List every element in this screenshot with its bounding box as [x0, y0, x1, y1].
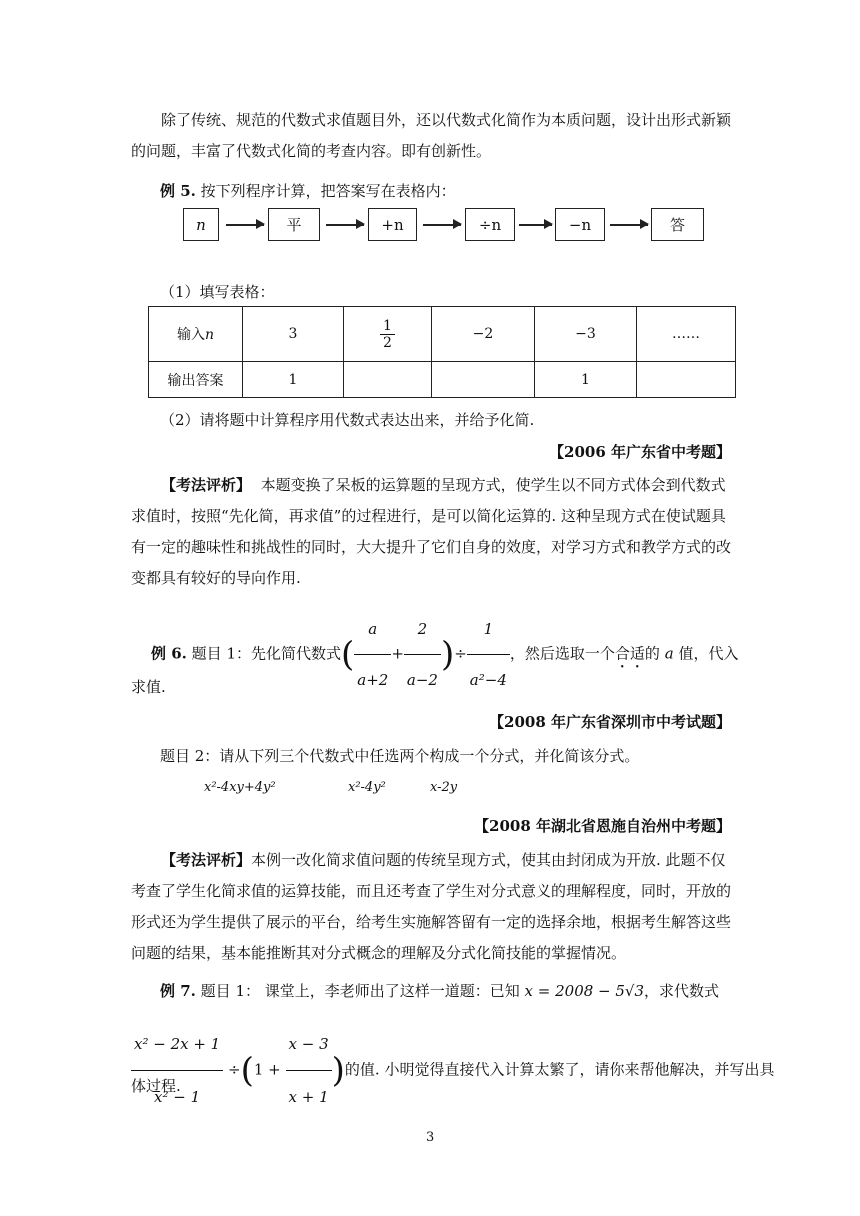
table-cell: −3 — [535, 307, 637, 362]
analysis-2-tag: 【考法评析】 — [161, 851, 252, 869]
table-cell — [344, 362, 432, 398]
right-paren: ) — [331, 1050, 345, 1091]
example-7-condition: x = 2008 − 5√3 — [524, 982, 645, 1000]
intro-paragraph: 除了传统、规范的代数式求值题目外，还以代数式化简作为本质问题，设计出形式新颖的问题，丰富了代数式化简的考查内容。即有创新性。 — [131, 111, 732, 160]
flow-arrow — [326, 224, 364, 226]
fraction-half — [380, 318, 395, 351]
right-paren: ) — [440, 634, 455, 675]
example-6-source-2: 【2008 年湖北省恩施自治州中考题】 — [474, 817, 731, 835]
example-7-text-3: 的值. 小明觉得直接代入计算太繁了，请你来帮他解决，并写出具 — [344, 1060, 775, 1079]
example-6-line — [151, 604, 739, 689]
flow-box-answer: 答 — [651, 208, 704, 241]
example-5-heading — [160, 180, 456, 201]
denominator: a+2 — [354, 654, 391, 705]
table-cell — [637, 362, 736, 398]
denominator: x² − 1 — [131, 1070, 223, 1123]
flow-arrow — [423, 224, 461, 226]
example-7-text: 题目 1： 课堂上，李老师出了这样一道题：已知 — [200, 982, 520, 1000]
fraction-2 — [404, 604, 441, 705]
left-paren: ( — [340, 634, 355, 675]
expr-2: x²-4y² — [348, 780, 386, 795]
fraction-expression-2 — [286, 1018, 332, 1123]
analysis-1-text: 本题变换了呆板的运算题的呈现方式，使学生以不同方式体会到代数式求值时，按照“先化简，再求值”的过程进行，是可以简化运算的. 这种呈现方式在使试题具有一定的趣味性和挑战性的同时，大大提升了它们自身的效度，对学习方式和教学方式的改变都具有较好的导向作用. — [131, 476, 732, 587]
divide-sign: ÷ — [454, 644, 467, 663]
table-row-output — [149, 362, 736, 398]
flow-arrow — [226, 224, 264, 226]
example-5-text: 按下列程序计算，把答案写在表格内： — [200, 182, 456, 200]
example-5-q2: （2）请将题中计算程序用代数式表达出来，并给予化简. — [160, 411, 535, 429]
emphasis-text: 合适 — [614, 644, 645, 663]
example-6-suffix: ，然后选取一个 — [509, 644, 615, 663]
table-cell: 3 — [243, 307, 344, 362]
denominator: a²−4 — [467, 654, 510, 705]
numerator: x − 3 — [288, 1035, 329, 1053]
table-cell — [344, 307, 432, 362]
numerator: 1 — [483, 620, 494, 638]
fraction-1 — [467, 604, 510, 705]
table-cell — [432, 362, 535, 398]
example-6-line-2: 求值. — [131, 678, 166, 696]
fraction-numerator: 1 — [383, 317, 392, 334]
numerator: a — [368, 620, 378, 638]
table-cell: 1 — [535, 362, 637, 398]
example-6-q2: 题目 2：请从下列三个代数式中任选两个构成一个分式，并化简该分式。 — [160, 747, 640, 765]
numerator: 2 — [417, 620, 428, 638]
flow-box-plus-n: +n — [368, 208, 417, 241]
analysis-1 — [131, 470, 731, 594]
page-number: 3 — [426, 1130, 435, 1145]
divide-sign: ÷ — [228, 1060, 241, 1079]
example-5-q1: （1）填写表格： — [160, 283, 275, 301]
plus-sign: + — [391, 644, 404, 663]
example-6-suffix-b: 的 — [644, 644, 660, 663]
variable-a: a — [664, 644, 674, 663]
fraction-denominator: 2 — [380, 334, 395, 351]
analysis-2 — [131, 845, 731, 969]
example-6-label: 例 6. — [151, 644, 187, 663]
flow-arrow — [610, 224, 648, 226]
denominator: x + 1 — [286, 1070, 332, 1123]
example-5-table — [148, 306, 736, 398]
example-5-label: 例 5. — [160, 182, 196, 200]
input-label: 输入 — [176, 327, 205, 343]
example-6-suffix-c: 值，代入 — [678, 644, 739, 663]
example-7-label: 例 7. — [160, 982, 196, 1000]
example-6-prefix: 题目 1：先化简代数式 — [191, 644, 341, 663]
fraction-expression — [131, 1018, 223, 1123]
input-variable: n — [204, 327, 215, 343]
flow-box-input: n — [183, 208, 219, 241]
flow-box-div-n: ÷n — [465, 208, 515, 241]
flow-arrow — [519, 224, 552, 226]
table-cell: −2 — [432, 307, 535, 362]
example-7-line-1 — [160, 980, 719, 1001]
denominator: a−2 — [404, 654, 441, 705]
table-cell: …… — [637, 307, 736, 362]
one-plus: 1 + — [253, 1060, 281, 1079]
table-cell-label — [149, 307, 243, 362]
expr-1: x²-4xy+4y² — [204, 780, 276, 795]
numerator: x² − 2x + 1 — [134, 1035, 221, 1053]
example-5-source: 【2006 年广东省中考题】 — [549, 443, 731, 461]
table-cell: 1 — [243, 362, 344, 398]
analysis-1-tag: 【考法评析】 — [161, 476, 252, 494]
expr-3: x-2y — [430, 780, 458, 795]
analysis-2-text: 本例一改化简求值问题的传统呈现方式，使其由封闭成为开放. 此题不仅考查了学生化简求值的运算技能，而且还考查了学生对分式意义的理解程度，同时，开放的形式还为学生提供了展示的平台，给考生实施解答留有一定的选择余地，根据考生解答这些问题的结果，基本能推断其对分式概念的理解及分式化简技能的掌握情况。 — [131, 851, 732, 962]
table-cell-label: 输出答案 — [149, 362, 243, 398]
flow-box-minus-n: −n — [555, 208, 605, 241]
example-6-source-1: 【2008 年广东省深圳市中考试题】 — [489, 713, 731, 731]
left-paren: ( — [240, 1050, 254, 1091]
example-7-text-2: ，求代数式 — [644, 982, 720, 1000]
example-7-line-3: 体过程. — [131, 1077, 181, 1095]
fraction-a — [354, 604, 391, 705]
flow-box-square: 平 — [268, 208, 320, 241]
table-row-input — [149, 307, 736, 362]
